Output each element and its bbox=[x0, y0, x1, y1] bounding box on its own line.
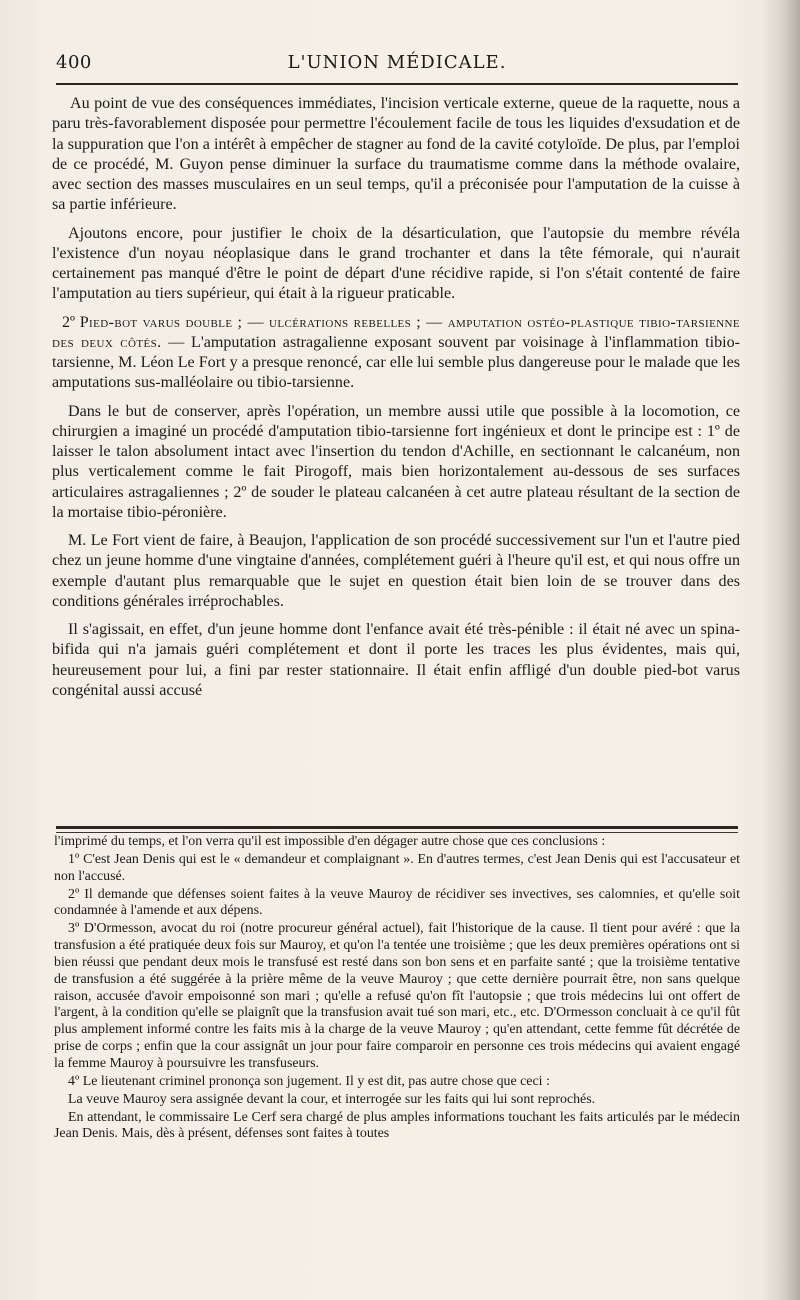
main-article bbox=[52, 94, 740, 709]
book-spine-shadow bbox=[762, 0, 800, 1300]
paragraph-5: M. Le Fort vient de faire, à Beaujon, l'application de son procédé successivement sur l'un et l'autre pied chez un jeune homme d'une vingtaine d'années, complétement guéri à l'heure qu'il est, et qui nous offre un exemple d'autant plus remarquable que le sujet en question était bien loin de se trouver dans des conditions générales irréprochables. bbox=[52, 532, 740, 610]
feuilleton-paragraph-4: 3º D'Ormesson, avocat du roi (notre procureur général actuel), fait l'historique de la cause. Il tient pour avéré : que la transfusion a été pratiquée deux fois sur Mauroy, et qu'on l'a tentée une troisième ; que les deux premières opérations ont si bien réussi que pendant deux mois le transfusé est resté dans son bon sens et en parfaite santé ; que la troisième tentative de transfusion a été suggérée à la prière même de la veuve Mauroy ; que cette dernière pourrait être, non sans quelque raison, accusée d'avoir empoisonné son mari ; qu'elle a refusé qu'on fît l'autopsie ; que trois médecins lui ont offert de l'argent, à la condition qu'elle se plaignît que la transfusion avait tué son mari, etc., etc. D'Ormesson concluait à ce qu'il fût plus amplement informé contre les faits mis à la charge de la veuve Mauroy ; qu'en attendant, cette femme fût décrétée de prise de corps ; enfin que la cour assignât un jour pour faire comparoir en personne ces trois médecins qui avaient engagé la femme Mauroy à poursuivre les transfuseurs. bbox=[54, 921, 740, 1071]
section-text: — L'amputation astragalienne exposant souvent par voisinage à l'inflammation tibio-tarsienne, M. Léon Le Fort y a presque renoncé, car elle lui semble plus dangereuse pour le malade que les amputations sus-malléolaire ou tibio-tarsienne. bbox=[52, 333, 740, 392]
section-number: 2º bbox=[62, 313, 76, 331]
feuilleton-rule bbox=[56, 826, 738, 829]
feuilleton-paragraph-6: La veuve Mauroy sera assignée devant la cour, et interrogée sur les faits qui lui sont reprochés. bbox=[68, 1091, 596, 1107]
feuilleton bbox=[54, 834, 740, 1144]
feuilleton-paragraph-3: 2º Il demande que défenses soient faites à la veuve Mauroy de récidiver ses invectives, ses calomnies, et qu'elle soit condamnée à l'amende et aux dépens. bbox=[54, 886, 740, 919]
feuilleton-paragraph-5: 4º Le lieutenant criminel prononça son jugement. Il y est dit, pas autre chose que ceci : bbox=[68, 1073, 550, 1089]
paragraph-4: Dans le but de conserver, après l'opération, un membre aussi utile que possible à la locomotion, ce chirurgien a imaginé un procédé d'amputation tibio-tarsienne fort ingénieux et dont le principe est : 1º de laisser le talon absolument intact avec l'insertion du tendon d'Achille, en sectionnant le calcanéum, non plus verticalement comme le fait Pirogoff, mais bien horizontalement au-dessous de ses surfaces articulaires astragaliennes ; 2º de souder le plateau calcanéen à cet autre plateau résultant de la section de la mortaise tibio-péronière. bbox=[52, 402, 740, 521]
feuilleton-rule-thin bbox=[56, 832, 738, 833]
running-title: L'UNION MÉDICALE. bbox=[287, 52, 507, 73]
header-rule bbox=[56, 83, 738, 85]
page-number: 400 bbox=[56, 52, 92, 73]
feuilleton-paragraph-2: 1º C'est Jean Denis qui est le « demandeur et complaignant ». En d'autres termes, c'est Jean Denis qui est l'accusateur et non l'accusé. bbox=[54, 851, 740, 884]
feuilleton-paragraph-1: l'imprimé du temps, et l'on verra qu'il est impossible d'en dégager autre chose que ces conclusions : bbox=[54, 834, 606, 849]
paragraph-6: Il s'agissait, en effet, d'un jeune homme dont l'enfance avait été très-pénible : il était né avec un spina-bifida qui n'a jamais guéri complétement et dont il porte les traces les plus évidentes, mais qui, heureusement pour lui, a fini par rester stationnaire. Il était enfin affligé d'un double pied-bot varus congénital aussi accusé bbox=[52, 621, 740, 699]
paragraph-1: Au point de vue des conséquences immédiates, l'incision verticale externe, queue de la raquette, nous a paru très-favorablement disposée pour permettre l'écoulement facile de tous les liquides d'exsudation et de la suppuration que l'on a intérêt à empêcher de stagner au fond de la cavité cotyloïde. De plus, par l'emploi de ce procédé, M. Guyon pense diminuer la surface du traumatisme comme dans la méthode ovalaire, avec section des masses musculaires en un seul temps, qu'il a préconisée pour l'amputation de la cuisse à sa partie inférieure. bbox=[52, 95, 740, 214]
feuilleton-paragraph-7: En attendant, le commissaire Le Cerf sera chargé de plus amples informations touchant les faits articulés par le médecin Jean Denis. Mais, dès à présent, défenses sont faites à toutes bbox=[54, 1109, 740, 1142]
paragraph-2: Ajoutons encore, pour justifier le choix de la désarticulation, que l'autopsie du membre révéla l'existence d'un noyau néoplasique dans le grand trochanter et dans la tête fémorale, qui n'aurait certainement pas manqué d'être le point de départ d'une récidive rapide, si l'on s'était contenté de faire l'amputation au tiers supérieur, qui était à la rigueur praticable. bbox=[52, 224, 740, 303]
section-heading: Pied-bot varus double ; — ulcérations rebelles ; — amputation ostéo-plastique tibio-tarsienne des deux côtés. bbox=[52, 313, 740, 351]
page-header bbox=[56, 52, 738, 78]
section-2-paragraph bbox=[52, 313, 740, 394]
